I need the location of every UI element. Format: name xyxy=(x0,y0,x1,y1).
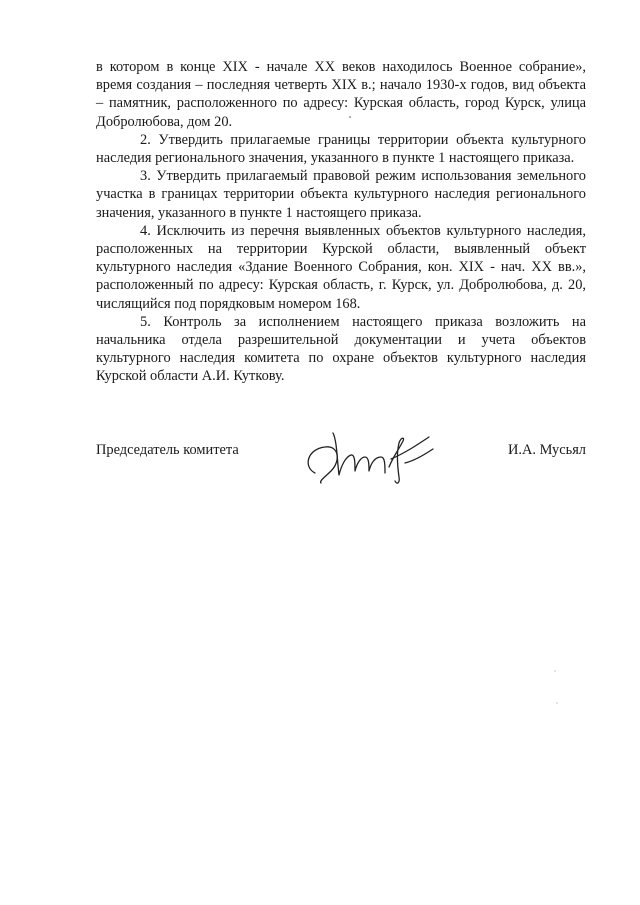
signatory-name: И.А. Мусьял xyxy=(508,442,586,458)
handwritten-signature-icon xyxy=(301,427,451,489)
paragraph-4: 4. Исключить из перечня выявленных объектов культурного наследия, расположенных на территории Курской области, выявленный объект культурного наследия «Здание Военного Собрания, кон. XIX - нач. XX вв.», расположенный по адресу: Курская область, г. Курск, ул. Добролюбова, д. 20, числящийся под порядковым номером 168. xyxy=(96,222,586,312)
paragraph-5: 5. Контроль за исполнением настоящего приказа возложить на начальника отдела разрешительной документации и учета объектов культурного наследия комитета по охране объектов культурного наследия Курской области А.И. Куткову. xyxy=(96,313,586,385)
signature-block xyxy=(96,441,586,501)
paragraph-2: 2. Утвердить прилагаемые границы территории объекта культурного наследия регионального значения, указанного в пункте 1 настоящего приказа. xyxy=(96,131,586,167)
signatory-position: Председатель комитета xyxy=(96,442,239,458)
paragraph-1-continuation: в котором в конце XIX - начале XX веков находилось Военное собрание», время создания – последняя четверть XIX в.; начало 1930-х годов, вид объекта – памятник, расположенного по адресу: Курская область, город Курск, улица Добролюбова, дом 20. xyxy=(96,59,586,130)
paragraph-3: 3. Утвердить прилагаемый правовой режим использования земельного участка в границах территории объекта культурного наследия регионального значения, указанного в пункте 1 настоящего приказа. xyxy=(96,168,586,221)
document-body xyxy=(96,58,586,386)
